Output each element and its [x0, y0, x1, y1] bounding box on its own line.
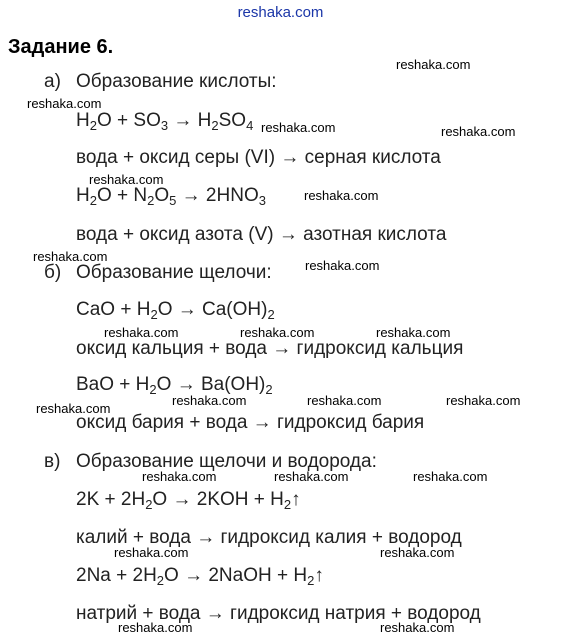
- watermark: reshaka.com: [36, 401, 111, 416]
- watermark: reshaka.com: [33, 249, 108, 264]
- section-c-heading: Образование щелочи и водорода:: [76, 451, 377, 472]
- watermark: reshaka.com: [114, 545, 189, 560]
- watermark: reshaka.com: [446, 393, 521, 408]
- site-header[interactable]: reshaka.com: [237, 4, 324, 21]
- watermark: reshaka.com: [413, 469, 488, 484]
- watermark: reshaka.com: [304, 188, 379, 203]
- watermark: reshaka.com: [104, 325, 179, 340]
- watermark: reshaka.com: [307, 393, 382, 408]
- equation-line: BaO + $H_2O \to Ba(OH)_2$: [76, 374, 273, 397]
- task-title: Задание 6.: [8, 36, 114, 58]
- watermark: reshaka.com: [261, 120, 336, 135]
- section-a-marker: а): [44, 71, 61, 92]
- equation-line: $2K + 2H_2O \to 2KOH$ + $H_2↑$: [76, 489, 301, 512]
- watermark: reshaka.com: [441, 124, 516, 139]
- watermark: reshaka.com: [89, 172, 164, 187]
- equation-line: $H_2O + N_2O_5 \to 2HNO_3$: [76, 185, 266, 208]
- watermark: reshaka.com: [380, 620, 455, 635]
- watermark: reshaka.com: [305, 258, 380, 273]
- section-a-heading: Образование кислоты:: [76, 71, 277, 92]
- description-line: оксид бария + вода → гидроксид бария: [76, 412, 425, 433]
- watermark: reshaka.com: [27, 96, 102, 111]
- description-line: вода + оксид серы (VI) → серная кислота: [76, 147, 441, 168]
- section-b-heading: Образование щелочи:: [76, 262, 272, 283]
- watermark: reshaka.com: [172, 393, 247, 408]
- section-c-marker: в): [44, 451, 61, 472]
- watermark: reshaka.com: [396, 57, 471, 72]
- description-line: вода + оксид азота (V) → азотная кислота: [76, 224, 447, 245]
- description-line: калий + вода → гидроксид калия + водород: [76, 527, 462, 548]
- description-line: оксид кальция + вода → гидроксид кальция: [76, 338, 464, 359]
- section-b-marker: б): [44, 262, 62, 283]
- description-line: натрий + вода → гидроксид натрия + водород: [76, 603, 481, 624]
- equation-line: CaO + $H_2O \to Ca(OH)_2$: [76, 299, 275, 322]
- equation-line: $H_2O + SO_3 \to H_2SO_4$: [76, 110, 254, 133]
- watermark: reshaka.com: [240, 325, 315, 340]
- watermark: reshaka.com: [118, 620, 193, 635]
- equation-line: $2Na + 2H_2O$ → 2NaOH + $H_2↑$: [76, 565, 324, 588]
- watermark: reshaka.com: [142, 469, 217, 484]
- watermark: reshaka.com: [376, 325, 451, 340]
- watermark: reshaka.com: [274, 469, 349, 484]
- watermark: reshaka.com: [380, 545, 455, 560]
